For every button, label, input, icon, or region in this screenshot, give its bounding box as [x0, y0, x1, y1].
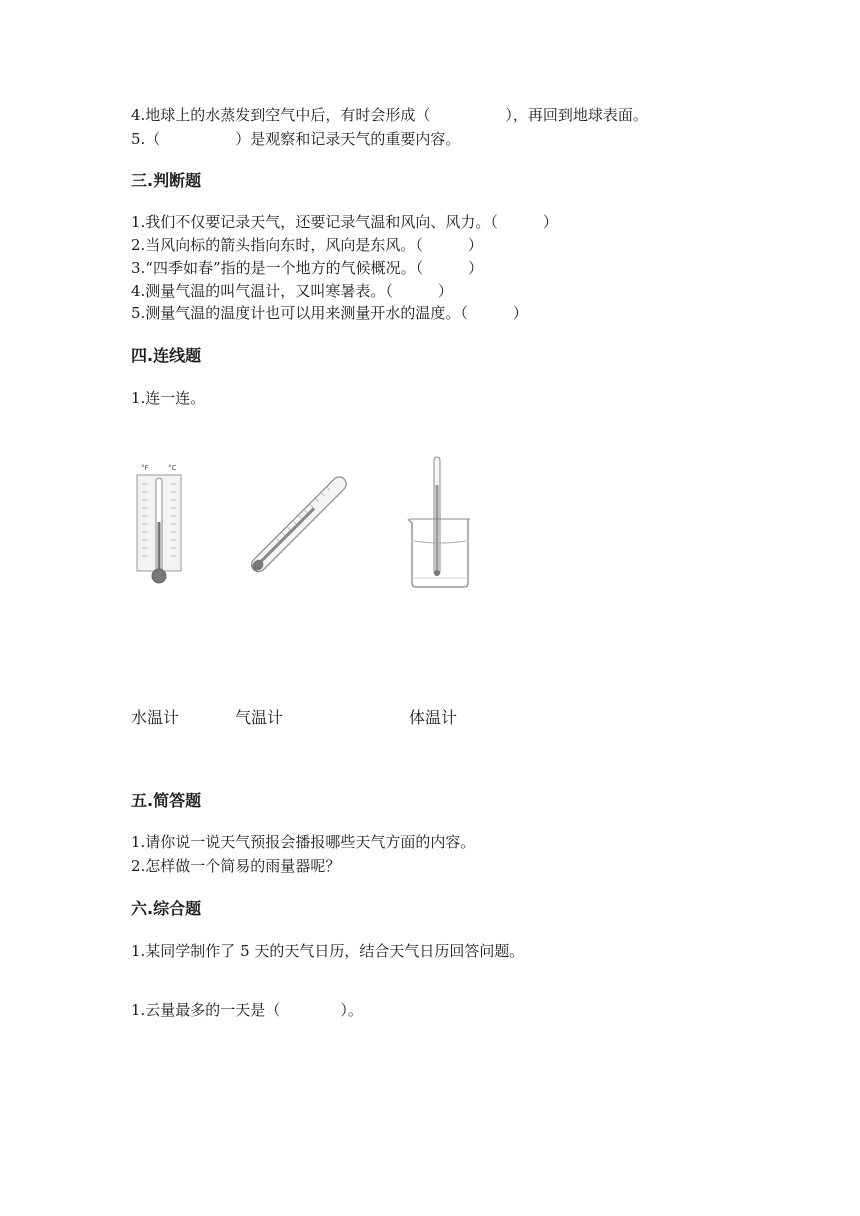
short-answer-item-1: 1.请你说一说天气预报会播报哪些天气方面的内容。: [131, 833, 476, 851]
match-label-water-thermometer: 水温计: [131, 708, 180, 727]
match-label-body-thermometer: 体温计: [409, 708, 458, 727]
celsius-label: °C: [168, 464, 177, 472]
beaker-thermometer-image: [404, 455, 476, 589]
judge-item-4: 4.测量气温的叫气温计，又叫寒暑表。（ ）: [131, 282, 453, 300]
fahrenheit-label: °F: [141, 464, 149, 472]
judge-item-5: 5.测量气温的温度计也可以用来测量开水的温度。（ ）: [131, 304, 528, 322]
judge-item-3: 3.“四季如春”指的是一个地方的气候概况。（ ）: [131, 259, 484, 277]
match-label-air-thermometer: 气温计: [235, 708, 284, 727]
section-heading-match: 四.连线题: [131, 346, 202, 365]
judge-item-1: 1.我们不仅要记录天气，还要记录气温和风向、风力。（ ）: [131, 213, 558, 231]
section-heading-comprehensive: 六.综合题: [131, 899, 202, 918]
section-heading-judge: 三.判断题: [131, 171, 202, 190]
wall-thermometer-image: [134, 462, 186, 588]
clinical-thermometer-image: [234, 458, 368, 592]
fill-blank-q4: 4.地球上的水蒸发到空气中后，有时会形成（ ），再回到地球表面。: [131, 106, 648, 124]
match-prompt: 1.连一连。: [131, 389, 206, 407]
comprehensive-sub-question-1: 1.云量最多的一天是（ ）。: [131, 1001, 363, 1019]
judge-item-2: 2.当风向标的箭头指向东时，风向是东风。（ ）: [131, 236, 483, 254]
comprehensive-intro: 1.某同学制作了 5 天的天气日历，结合天气日历回答问题。: [131, 942, 525, 960]
section-heading-short-answer: 五.简答题: [131, 791, 202, 810]
short-answer-item-2: 2.怎样做一个简易的雨量器呢？: [131, 857, 341, 875]
fill-blank-q5: 5.（ ）是观察和记录天气的重要内容。: [131, 130, 461, 148]
